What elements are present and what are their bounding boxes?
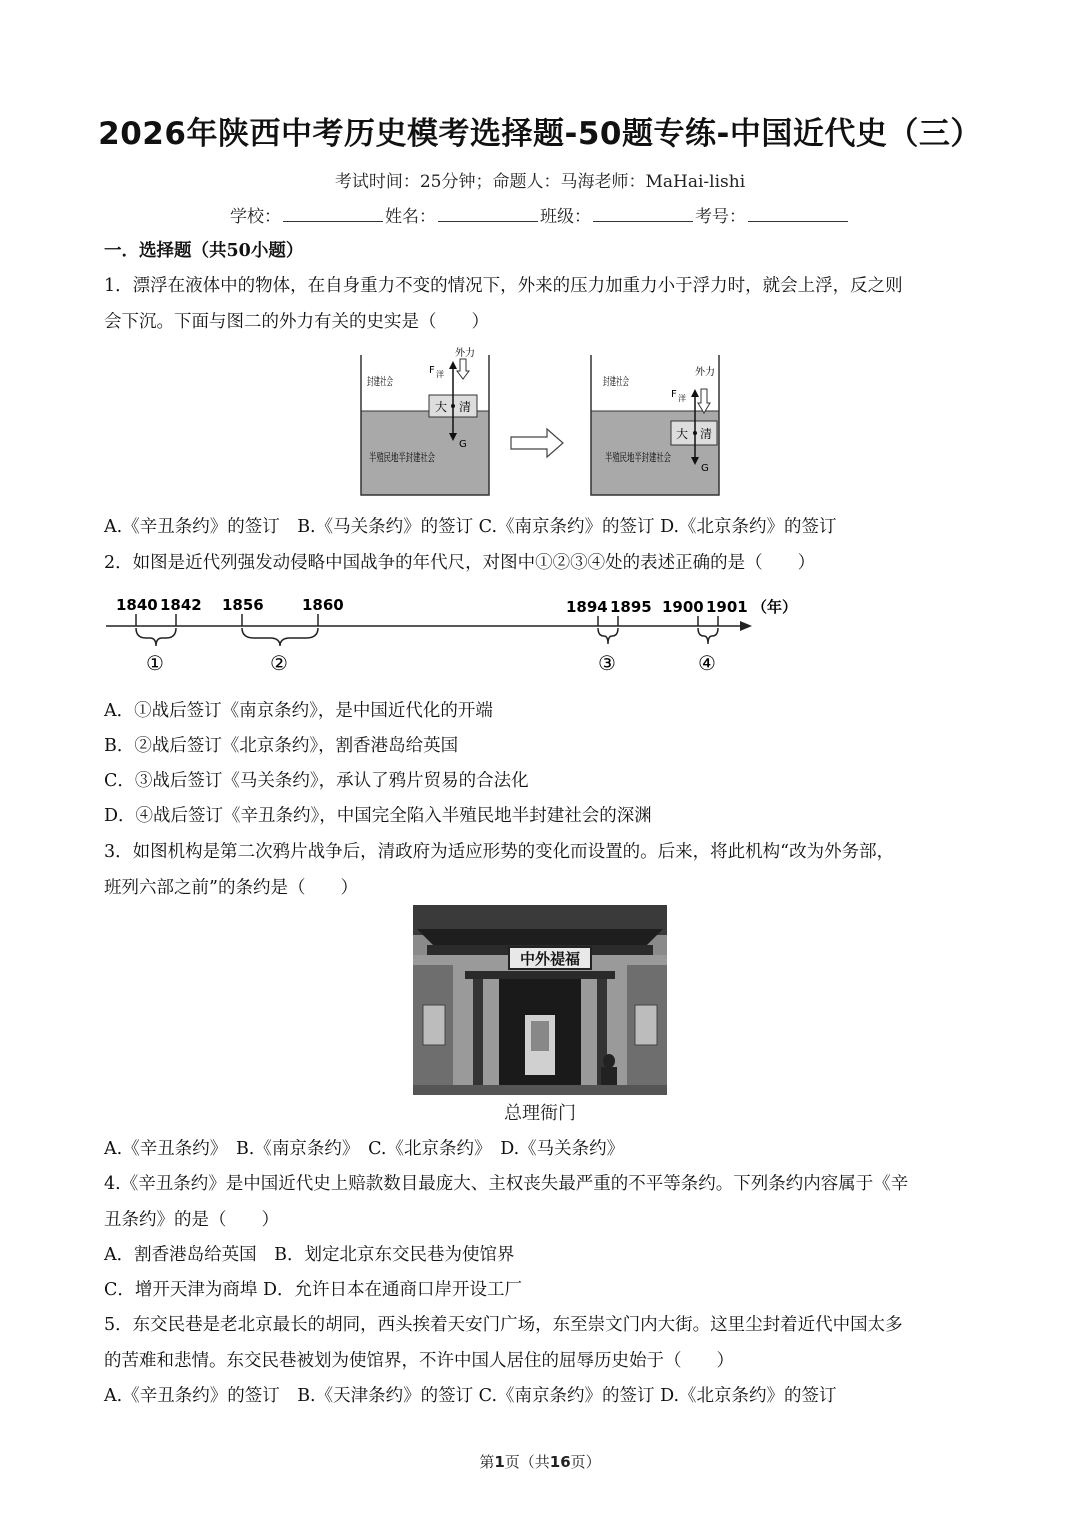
name-label: 姓名： [385, 207, 436, 227]
year-1900: 1900 [662, 598, 704, 616]
exam-info: 考试时间：25分钟；命题人：马海老师：MaHai-lishi [334, 172, 746, 192]
footer-page-number: 1 [494, 1453, 505, 1471]
year-1901: 1901 [706, 598, 748, 616]
q1-stem-line2: 会下沉。下面与图二的外力有关的史实是（ ） [104, 312, 489, 332]
year-unit: （年） [752, 598, 798, 616]
left-semi-label: 半殖民地半封建社会 [369, 451, 468, 464]
q3-stem-line2: 班列六部之前”的条约是（ ） [104, 878, 358, 898]
q2-option-a[interactable]: A．①战后签订《南京条约》，是中国近代化的开端 [104, 701, 493, 721]
transition-arrow-icon [511, 429, 563, 457]
year-1842: 1842 [160, 596, 202, 614]
q3-stem-line1: 3．如图机构是第二次鸦片战争后，清政府为适应形势的变化而设置的。后来，将此机构“改为外务部， [104, 842, 895, 862]
left-f-sub: 洋 [436, 370, 444, 379]
left-external-arrow [457, 359, 469, 379]
right-box-left-text: 大 [676, 427, 689, 441]
q5-stem-line1: 5．东交民巷是老北京最长的胡同，西头挨着天安门广场，东至崇文门内大街。这里尘封着近代中国太多 [104, 1315, 903, 1335]
photo-sign-text: 中外禔福 [519, 950, 581, 968]
right-f-label: F [671, 389, 677, 400]
left-feudal-label: 封建社会 [367, 375, 411, 388]
footer-total-pages: 16 [549, 1453, 571, 1471]
class-label: 班级： [540, 207, 591, 227]
left-g-label: G [459, 439, 467, 450]
brace-2 [242, 628, 318, 646]
q3-options[interactable]: A.《辛丑条约》 B.《南京条约》 C.《北京条约》 D.《马关条约》 [104, 1139, 625, 1159]
right-f-sub: 洋 [678, 394, 686, 403]
q2-stem: 2．如图是近代列强发动侵略中国战争的年代尺，对图中①②③④处的表述正确的是（ ） [104, 553, 816, 573]
section-heading: 一．选择题（共50小题） [104, 241, 304, 261]
mark-2: ② [270, 651, 288, 675]
year-1894: 1894 [566, 598, 608, 616]
footer-prefix: 第 [479, 1453, 495, 1471]
year-1895: 1895 [610, 598, 652, 616]
q5-options[interactable]: A.《辛丑条约》的签订 B.《天津条约》的签订 C.《南京条约》的签订 D.《北京条约》的签订 [104, 1386, 837, 1406]
left-box-left-text: 大 [435, 400, 448, 414]
right-external-arrow [698, 389, 710, 413]
q4-options-line1[interactable]: A．割香港岛给英国 B．划定北京东交民巷为使馆界 [104, 1245, 515, 1265]
q4-stem-line2: 丑条约》的是（ ） [104, 1210, 279, 1230]
number-label: 考号： [695, 207, 746, 227]
left-f-label: F [429, 365, 435, 376]
q1-buoyancy-figure [355, 343, 735, 503]
q4-stem-line1: 4.《辛丑条约》是中国近代史上赔款数目最庞大、主权丧失最严重的不平等条约。下列条约内容属于《辛 [104, 1174, 909, 1194]
q2-option-c[interactable]: C．③战后签订《马关条约》，承认了鸦片贸易的合法化 [104, 771, 529, 791]
year-1856: 1856 [222, 596, 264, 614]
q2-timeline-figure [104, 590, 824, 682]
right-feudal-label: 封建社会 [603, 375, 647, 388]
q1-stem-line1: 1．漂浮在液体中的物体，在自身重力不变的情况下，外来的压力加重力小于浮力时，就会上浮，反之则 [104, 276, 903, 296]
page-footer [0, 1451, 1080, 1472]
q2-option-b[interactable]: B．②战后签订《北京条约》，割香港岛给英国 [104, 736, 459, 756]
page-title: 2026年陕西中考历史模考选择题-50题专练-中国近代史（三） [98, 116, 982, 152]
brace-4 [698, 628, 718, 644]
school-field[interactable] [283, 207, 383, 222]
q5-stem-line2: 的苦难和悲情。东交民巷被划为使馆界，不许中国人居住的屈辱历史始于（ ） [104, 1351, 734, 1371]
right-box-right-text: 清 [700, 427, 713, 441]
photo-caption: 总理衙门 [504, 1103, 576, 1124]
footer-suffix: 页） [570, 1453, 601, 1471]
q4-options-line2[interactable]: C．增开天津为商埠 D．允许日本在通商口岸开设工厂 [104, 1280, 522, 1300]
mark-4: ④ [698, 651, 716, 675]
mark-3: ③ [598, 651, 616, 675]
q2-option-d[interactable]: D．④战后签订《辛丑条约》，中国完全陷入半殖民地半封建社会的深渊 [104, 806, 652, 826]
school-label: 学校： [230, 207, 281, 227]
right-g-label: G [701, 463, 709, 474]
name-field[interactable] [438, 207, 538, 222]
brace-3 [598, 628, 618, 644]
student-info-row [0, 202, 1080, 227]
number-field[interactable] [748, 207, 848, 222]
q1-options[interactable]: A.《辛丑条约》的签订 B.《马关条约》的签订 C.《南京条约》的签订 D.《北京条约》的签订 [104, 517, 837, 537]
footer-middle: 页（共 [504, 1453, 550, 1471]
year-1860: 1860 [302, 596, 344, 614]
left-external-label: 外力 [455, 348, 475, 359]
q3-zongli-yamen-photo [413, 905, 667, 1095]
mark-1: ① [146, 651, 164, 675]
right-external-label: 外力 [695, 367, 715, 378]
class-field[interactable] [593, 207, 693, 222]
brace-1 [136, 628, 176, 646]
right-semi-label: 半殖民地半封建社会 [605, 451, 704, 464]
year-1840: 1840 [116, 596, 158, 614]
timeline-arrow-icon [740, 621, 752, 631]
left-box-right-text: 清 [459, 400, 472, 414]
